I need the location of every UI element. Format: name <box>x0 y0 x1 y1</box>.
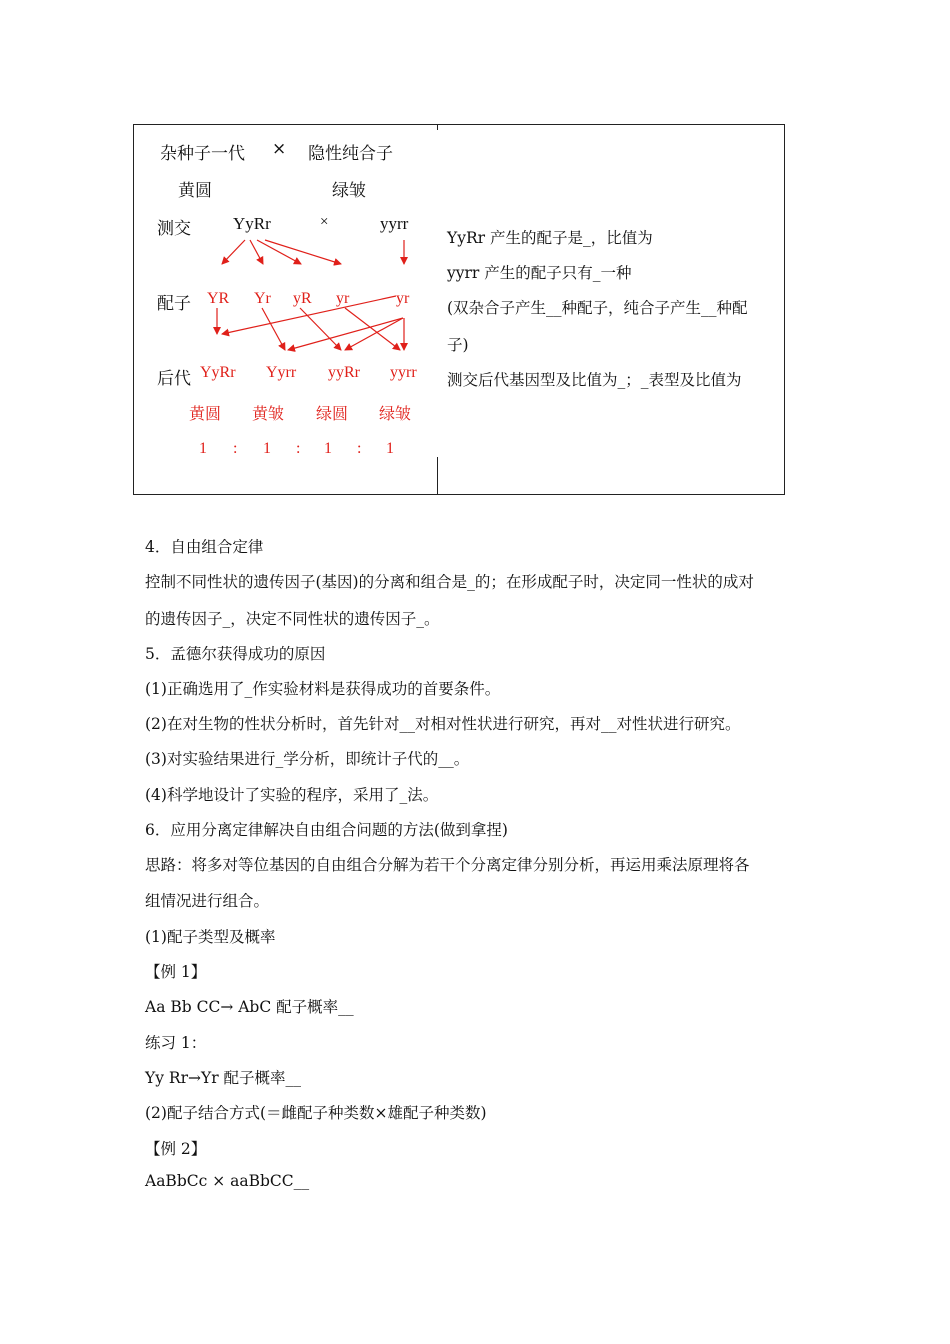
example-label: 【例 1】 <box>145 963 207 981</box>
offspring-phenotype: 黄皱 <box>252 404 285 423</box>
gamete-yR: yR <box>293 290 312 307</box>
paragraph-line: (3)对实验结果进行_学分析，即统计子代的__。 <box>145 750 470 768</box>
paragraph-line: (2)在对生物的性状分析时，首先针对__对相对性状进行研究，再对__对性状进行研究。 <box>145 715 741 733</box>
right-panel-line: 子) <box>447 336 469 354</box>
gamete-yr-recessive: yr <box>396 290 410 307</box>
gamete-YR: YR <box>207 290 230 307</box>
offspring-phenotype: 黄圆 <box>189 404 222 423</box>
ratio-colon: : <box>296 440 301 457</box>
ratio-colon: : <box>233 440 238 457</box>
right-panel-line: yyrr 产生的配子只有_一种 <box>447 264 632 282</box>
subheading: (2)配子结合方式(＝雌配子种类数×雄配子种类数) <box>145 1104 487 1122</box>
paragraph-line: (1)正确选用了_作实验材料是获得成功的首要条件。 <box>145 680 501 698</box>
header-recessive-homozygote: 隐性纯合子 <box>308 144 393 164</box>
ratio-value: 1 <box>199 440 207 457</box>
arrow <box>222 240 245 264</box>
phenotype-green-wrinkled: 绿皱 <box>332 181 366 201</box>
ratio-value: 1 <box>324 440 332 457</box>
offspring-genotype: YyRr <box>200 364 236 381</box>
arrow <box>300 308 341 350</box>
arrow <box>262 308 285 350</box>
example-label: 【例 2】 <box>145 1140 207 1158</box>
cross-symbol: × <box>272 139 287 159</box>
right-panel-line: YyRr 产生的配子是_，比值为 <box>447 229 653 247</box>
ratio-value: 1 <box>386 440 394 457</box>
offspring-phenotype: 绿皱 <box>379 404 412 423</box>
paragraph-line: 思路：将多对等位基因的自由组合分解为若干个分离定律分别分析，再运用乘法原理将各 <box>145 856 750 874</box>
arrow <box>222 296 396 334</box>
gamete-label: 配子 <box>157 294 191 314</box>
header-hybrid-f1: 杂种子一代 <box>160 144 245 164</box>
gamete-Yr: Yr <box>254 290 271 307</box>
arrow <box>257 240 301 264</box>
example-question: AaBbCc × aaBbCC__ <box>145 1172 310 1190</box>
paragraph-line: 控制不同性状的遗传因子(基因)的分离和组合是_的；在形成配子时，决定同一性状的成对 <box>145 573 754 591</box>
offspring-genotype: yyrr <box>390 364 417 381</box>
arrow <box>345 308 400 350</box>
section-heading: 4．自由组合定律 <box>145 538 264 556</box>
gamete-arrows <box>0 0 950 520</box>
arrow <box>265 240 341 264</box>
cross-symbol: × <box>320 214 329 230</box>
paragraph-line: 的遗传因子_，决定不同性状的遗传因子_。 <box>145 610 440 628</box>
arrow <box>250 240 263 264</box>
offspring-genotype: yyRr <box>328 364 360 381</box>
exercise-label: 练习 1： <box>145 1034 207 1052</box>
section-heading: 6．应用分离定律解决自由组合问题的方法(做到拿捏) <box>145 821 508 839</box>
parent-genotype-right: yyrr <box>380 214 409 233</box>
testcross-label: 测交 <box>157 219 191 239</box>
gamete-yr: yr <box>336 290 350 307</box>
example-question: Aa Bb CC→ AbC 配子概率__ <box>145 998 354 1016</box>
paragraph-line: (4)科学地设计了实验的程序，采用了_法。 <box>145 786 439 804</box>
offspring-genotype: Yyrr <box>266 364 297 381</box>
parent-genotype-left: YyRr <box>233 214 271 233</box>
arrow <box>288 318 403 350</box>
exercise-question: Yy Rr→Yr 配子概率__ <box>145 1069 302 1087</box>
paragraph-line: 组情况进行组合。 <box>145 892 270 910</box>
section-heading: 5．孟德尔获得成功的原因 <box>145 645 326 663</box>
ratio-colon: : <box>357 440 362 457</box>
right-panel-line: (双杂合子产生__种配子，纯合子产生__种配 <box>447 299 748 317</box>
phenotype-yellow-round: 黄圆 <box>178 181 212 201</box>
ratio-value: 1 <box>263 440 271 457</box>
right-panel-line: 测交后代基因型及比值为_；_表型及比值为 <box>447 371 742 389</box>
offspring-phenotype: 绿圆 <box>316 404 349 423</box>
offspring-label: 后代 <box>157 369 191 389</box>
subheading: (1)配子类型及概率 <box>145 928 276 946</box>
